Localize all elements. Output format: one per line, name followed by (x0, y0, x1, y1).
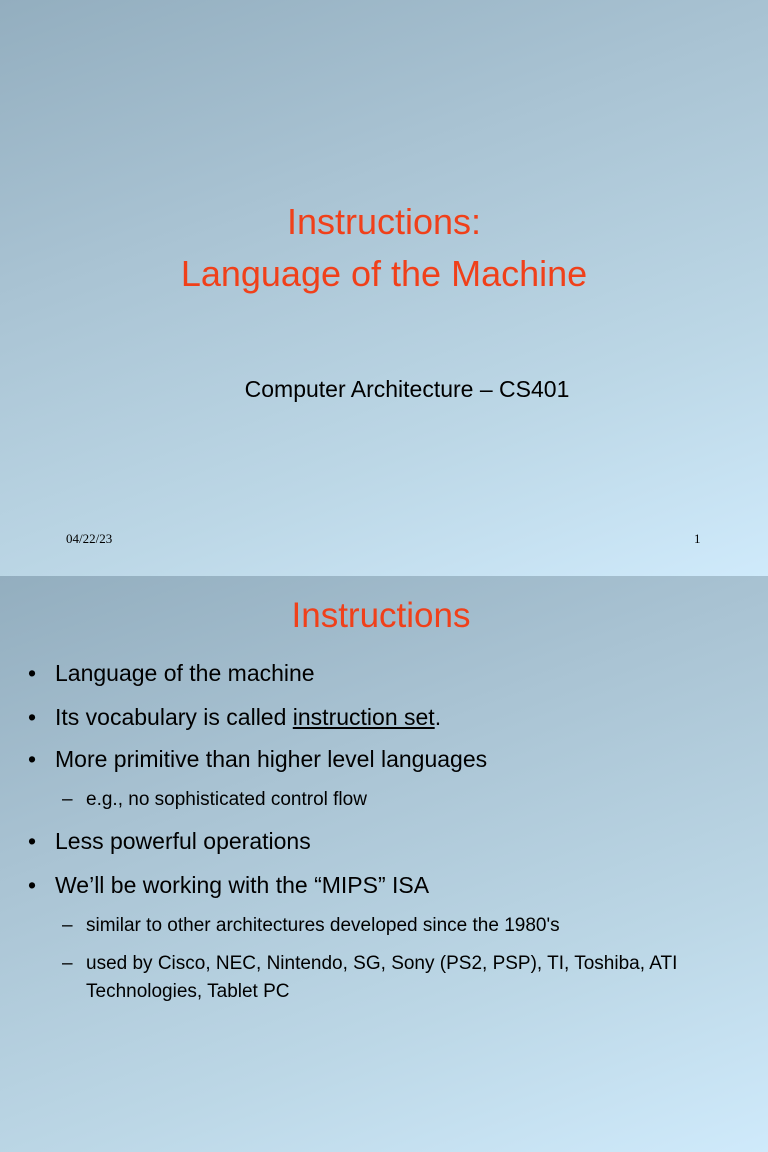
title-line-1: Instructions: (286, 201, 482, 242)
bullet-text-suffix: . (434, 704, 442, 730)
slide-title: Instructions (291, 596, 471, 635)
bullet-text: Language of the machine (55, 660, 315, 686)
bullet-icon: • (28, 828, 37, 854)
content-slide (0, 576, 768, 1152)
sub-bullet-text: similar to other architectures developed since the 1980's (86, 915, 560, 936)
sub-bullet-item (62, 912, 742, 940)
bullet-text (55, 704, 441, 731)
dash-icon: – (62, 915, 73, 936)
title-line-2: Language of the Machine (180, 253, 588, 294)
sub-bullet-text: used by Cisco, NEC, Nintendo, SG, Sony (PS2, PSP), TI, Toshiba, ATI Technologies, Tablet PC (86, 953, 678, 1002)
instruction-set-link[interactable]: instruction set (292, 704, 435, 730)
sub-bullet-text: e.g., no sophisticated control flow (86, 789, 367, 810)
bullet-text: Less powerful operations (55, 828, 311, 854)
slide-title (0, 196, 768, 300)
footer-date: 04/22/23 (66, 531, 113, 546)
bullet-icon: • (28, 746, 37, 772)
bullet-text: We’ll be working with the “MIPS” ISA (55, 872, 430, 898)
page-number: 1 (694, 531, 701, 546)
bullet-text: More primitive than higher level languages (55, 746, 488, 772)
dash-icon: – (62, 789, 73, 810)
bullet-icon: • (28, 704, 37, 730)
sub-bullet-item (62, 950, 742, 1006)
sub-bullet-item (62, 786, 742, 814)
slide-subtitle: Computer Architecture – CS401 (244, 376, 570, 402)
bullet-text-prefix: Its vocabulary is called (55, 704, 293, 730)
bullet-icon: • (28, 872, 37, 898)
dash-icon: – (62, 953, 73, 974)
bullet-icon: • (28, 660, 37, 686)
